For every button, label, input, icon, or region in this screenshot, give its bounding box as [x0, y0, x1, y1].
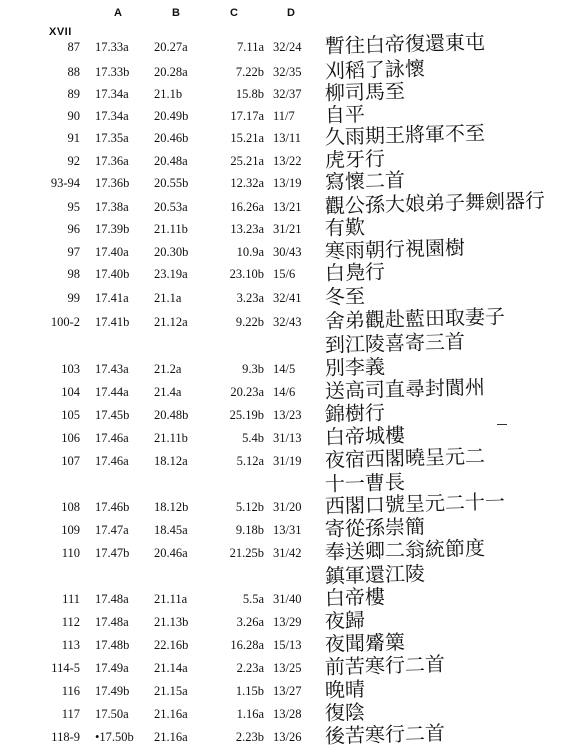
- ref-d: 15/6: [273, 267, 296, 281]
- ref-d: 13/29: [273, 615, 302, 629]
- ref-a: 17.49a: [95, 661, 129, 675]
- ref-a: 17.34a: [95, 109, 129, 123]
- poem-number: 96: [67, 222, 80, 236]
- ref-c: 5.12a: [236, 454, 264, 468]
- column-header-b: B: [172, 7, 181, 19]
- ref-d: 31/40: [273, 592, 302, 606]
- ref-a: 17.39b: [95, 222, 130, 236]
- ref-b: 21.15a: [154, 684, 188, 698]
- ref-c: 23.10b: [229, 267, 264, 281]
- ref-a: 17.38a: [95, 200, 129, 214]
- poem-title: 刈稻了詠懷: [324, 56, 426, 83]
- poem-number: 103: [61, 362, 80, 376]
- ref-b: 20.53a: [154, 200, 188, 214]
- ref-d: 31/20: [273, 500, 302, 514]
- ref-d: 13/26: [273, 730, 302, 744]
- poem-title: 自平: [324, 101, 366, 127]
- ref-a: 17.49b: [95, 684, 130, 698]
- ref-b: 21.1a: [154, 291, 182, 305]
- poem-title: 暫往白帝復還東屯: [324, 29, 486, 58]
- ref-b: 21.11a: [154, 592, 188, 606]
- ref-a: 17.48b: [95, 638, 130, 652]
- ref-c: 15.21a: [230, 131, 264, 145]
- ref-d: 32/41: [273, 291, 302, 305]
- ref-a: 17.43a: [95, 362, 129, 376]
- poem-number: 98: [67, 267, 80, 281]
- ref-b: 21.1b: [154, 87, 183, 101]
- ref-d: 13/25: [273, 661, 302, 675]
- poem-title: 後苦寒行二首: [324, 720, 446, 748]
- column-header-c: C: [230, 7, 239, 19]
- ref-b: 20.28a: [154, 65, 188, 79]
- ref-c: 7.11a: [237, 40, 264, 54]
- ref-a: 17.48a: [95, 615, 129, 629]
- ref-d: 31/21: [273, 222, 302, 236]
- ref-a: 17.46a: [95, 454, 129, 468]
- ref-b: 21.13b: [154, 615, 189, 629]
- ref-c: 16.28a: [230, 638, 264, 652]
- poem-title: 舍弟觀赴藍田取妻子: [324, 304, 506, 333]
- ref-c: 20.23a: [230, 385, 264, 399]
- ref-c: 25.19b: [229, 408, 264, 422]
- ref-d: 13/21: [273, 200, 302, 214]
- ref-c: 5.4b: [242, 431, 264, 445]
- ref-c: 15.8b: [235, 87, 264, 101]
- poem-number: 88: [67, 65, 80, 79]
- ref-a: 17.46a: [95, 431, 129, 445]
- ref-d: 13/23: [273, 408, 302, 422]
- poem-number: 118-9: [51, 730, 80, 744]
- ref-a: 17.47b: [95, 546, 130, 560]
- poem-number: 105: [61, 408, 80, 422]
- ref-c: 12.32a: [230, 176, 264, 190]
- ref-c: 9.3b: [242, 362, 264, 376]
- poem-number: 114-5: [51, 661, 80, 675]
- ref-b: 18.12a: [154, 454, 188, 468]
- ref-d: 13/19: [273, 176, 302, 190]
- ref-a: 17.33b: [95, 65, 130, 79]
- ref-a: 17.36b: [95, 176, 130, 190]
- ref-a: 17.47a: [95, 523, 129, 537]
- ref-b: 21.12a: [154, 315, 188, 329]
- poem-title: 白帝城樓: [324, 422, 406, 449]
- poem-title: 白帝樓: [324, 584, 386, 610]
- ref-c: 17.17a: [230, 109, 264, 123]
- ref-b: 21.4a: [154, 385, 182, 399]
- poem-title: 觀公孫大娘弟子舞劍器行: [324, 188, 546, 218]
- column-header-d: D: [287, 7, 296, 19]
- poem-title-continuation: 到江陵喜寄三首: [324, 329, 466, 357]
- poem-title: 夜歸: [324, 607, 366, 633]
- ref-b: 20.48b: [154, 408, 189, 422]
- ref-b: 21.11b: [154, 431, 188, 445]
- ref-a: •17.50b: [95, 730, 134, 744]
- ref-d: 13/27: [273, 684, 302, 698]
- ref-d: 15/13: [273, 638, 302, 652]
- ref-b: 20.30b: [154, 245, 189, 259]
- ref-b: 21.16a: [154, 707, 188, 721]
- poem-title: 久雨期王將軍不至: [324, 120, 486, 149]
- poem-number: 87: [67, 40, 80, 54]
- ref-b: 20.49b: [154, 109, 189, 123]
- column-header-a: A: [114, 7, 123, 19]
- poem-title: 有歎: [324, 214, 366, 240]
- poem-title: 復陰: [324, 699, 366, 725]
- poem-number: 107: [61, 454, 80, 468]
- ref-c: 2.23b: [235, 730, 264, 744]
- ref-d: 30/43: [273, 245, 302, 259]
- ref-c: 5.12b: [235, 500, 264, 514]
- poem-number: 116: [61, 684, 80, 698]
- table-row: [0, 304, 561, 357]
- ref-b: 21.2a: [154, 362, 182, 376]
- poem-title: 寒雨朝行視園樹: [324, 235, 466, 263]
- poem-title: 西閣口號呈元二十一: [324, 489, 506, 518]
- poem-title: 奉送卿二翁統節度: [324, 535, 486, 564]
- ref-c: 2.23a: [236, 661, 264, 675]
- ref-b: 21.16a: [154, 730, 188, 744]
- poem-number: 111: [62, 592, 80, 606]
- ref-b: 18.12b: [154, 500, 189, 514]
- ref-a: 17.45b: [95, 408, 130, 422]
- poem-number: 89: [67, 87, 80, 101]
- ref-a: 17.46b: [95, 500, 130, 514]
- ref-a: 17.40b: [95, 267, 130, 281]
- ref-c: 3.26a: [236, 615, 264, 629]
- poem-number: 90: [67, 109, 80, 123]
- ref-b: 21.11b: [154, 222, 188, 236]
- ref-c: 9.22b: [235, 315, 264, 329]
- ref-c: 10.9a: [236, 245, 264, 259]
- ref-d: 31/19: [273, 454, 302, 468]
- ref-d: 31/13: [273, 431, 302, 445]
- ref-c: 21.25b: [229, 546, 264, 560]
- poem-title-continuation: 十一曹長: [324, 469, 406, 496]
- ref-b: 20.48a: [154, 154, 188, 168]
- ref-c: 25.21a: [230, 154, 264, 168]
- ref-d: 14/6: [273, 385, 296, 399]
- poem-number: 97: [67, 245, 80, 259]
- poem-title: 晚晴: [324, 676, 366, 702]
- table-row: [0, 535, 561, 588]
- ref-c: 1.16a: [236, 707, 264, 721]
- ref-c: 1.15b: [235, 684, 264, 698]
- ref-a: 17.33a: [95, 40, 129, 54]
- ref-d: 13/11: [273, 131, 302, 145]
- ref-d: 32/35: [273, 65, 302, 79]
- ref-b: 20.27a: [154, 40, 188, 54]
- poem-title: 送高司直尋封閬州: [324, 374, 486, 403]
- ref-b: 22.16b: [154, 638, 189, 652]
- ref-a: 17.41a: [95, 291, 129, 305]
- poem-number: 109: [61, 523, 80, 537]
- poem-number: 93-94: [50, 176, 80, 190]
- ref-c: 3.23a: [236, 291, 264, 305]
- poem-title: 前苦寒行二首: [324, 651, 446, 679]
- ref-c: 13.23a: [230, 222, 264, 236]
- ref-b: 20.55b: [154, 176, 189, 190]
- ref-d: 13/31: [273, 523, 302, 537]
- ref-d: 11/7: [273, 109, 295, 123]
- ref-b: 20.46a: [154, 546, 188, 560]
- poem-number: 110: [61, 546, 80, 560]
- table-row: [0, 443, 561, 496]
- poem-number: 99: [67, 291, 80, 305]
- ref-c: 5.5a: [242, 592, 264, 606]
- table-row: [0, 720, 561, 748]
- poem-number: 95: [67, 200, 80, 214]
- poem-title: 虎牙行: [324, 146, 386, 172]
- poem-title-continuation: 鎮軍還江陵: [324, 561, 426, 588]
- ref-d: 32/24: [273, 40, 302, 54]
- ref-a: 17.50a: [95, 707, 129, 721]
- ref-a: 17.35a: [95, 131, 129, 145]
- poem-number: 108: [61, 500, 80, 514]
- ref-b: 21.14a: [154, 661, 188, 675]
- ref-a: 17.34a: [95, 87, 129, 101]
- ref-a: 17.36a: [95, 154, 129, 168]
- ref-a: 17.41b: [95, 315, 130, 329]
- poem-title: 別李義: [324, 354, 386, 380]
- poem-number: 117: [61, 707, 80, 721]
- ref-d: 13/28: [273, 707, 302, 721]
- ref-b: 18.45a: [154, 523, 188, 537]
- poem-title: 寄從孫崇簡: [324, 514, 426, 541]
- ref-d: 32/37: [273, 87, 302, 101]
- poem-number: 106: [61, 431, 80, 445]
- ref-c: 7.22b: [235, 65, 264, 79]
- ref-d: 13/22: [273, 154, 302, 168]
- volume-label: XVII: [49, 26, 72, 38]
- poem-title: 白鳧行: [324, 259, 386, 285]
- ref-d: 31/42: [273, 546, 302, 560]
- poem-number: 91: [67, 131, 80, 145]
- poem-number: 92: [67, 154, 80, 168]
- ref-a: 17.48a: [95, 592, 129, 606]
- poem-title: 錦樹行: [324, 400, 386, 426]
- ref-a: 17.44a: [95, 385, 129, 399]
- poem-number: 112: [61, 615, 80, 629]
- ref-b: 20.46b: [154, 131, 189, 145]
- poem-title: 夜宿西閣曉呈元二: [324, 443, 486, 472]
- poem-number: 113: [61, 638, 80, 652]
- ref-d: 32/43: [273, 315, 302, 329]
- poem-title: 柳司馬至: [324, 78, 406, 105]
- ref-c: 16.26a: [230, 200, 264, 214]
- poem-title: 夜聞觱篥: [324, 629, 406, 656]
- poem-number: 104: [61, 385, 80, 399]
- poem-title: 冬至: [324, 283, 366, 309]
- ref-a: 17.40a: [95, 245, 129, 259]
- ref-c: 9.18b: [235, 523, 264, 537]
- ref-b: 23.19a: [154, 267, 188, 281]
- poem-title: 寫懷二首: [324, 167, 406, 194]
- ref-d: 14/5: [273, 362, 296, 376]
- poem-number: 100-2: [50, 315, 80, 329]
- margin-mark: [497, 424, 507, 425]
